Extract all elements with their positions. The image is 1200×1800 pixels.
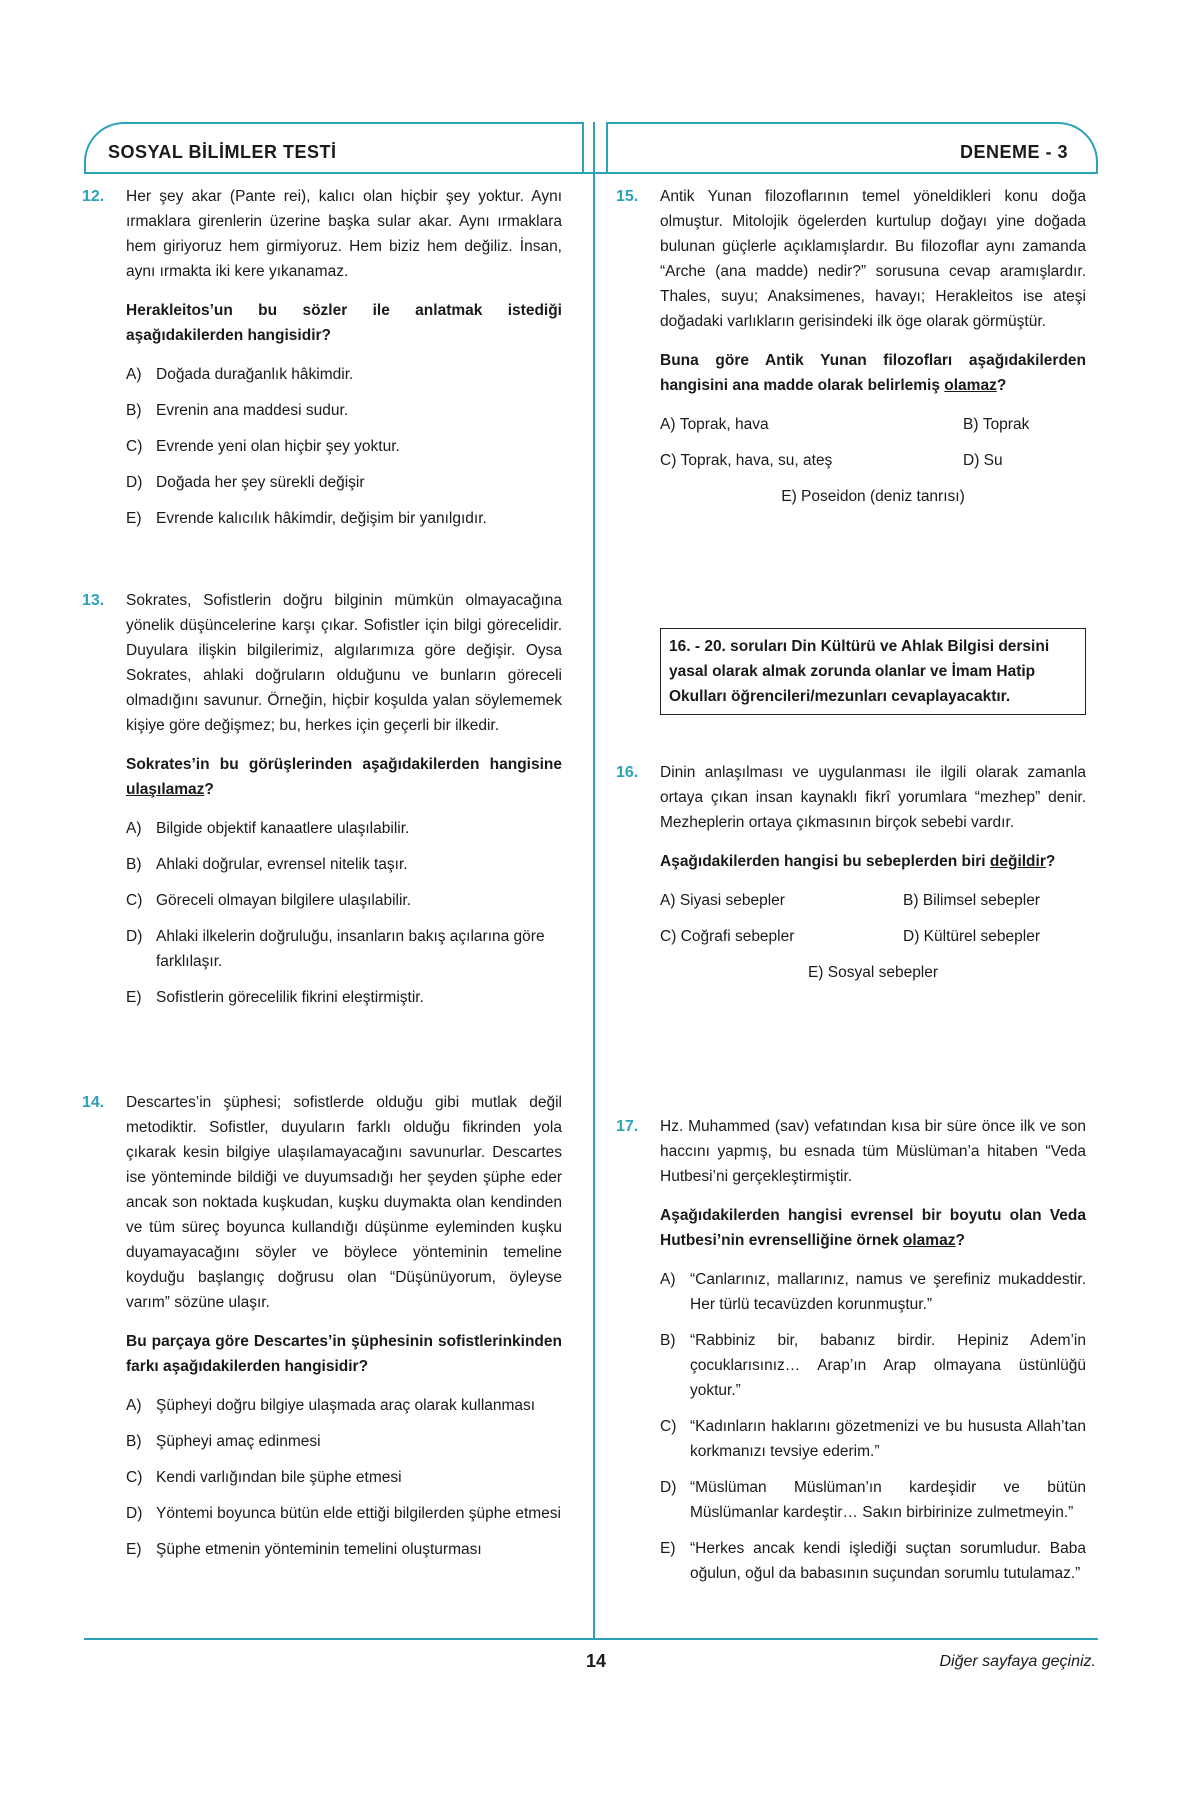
option-a[interactable]: A) Siyasi sebepler (660, 892, 785, 909)
option-a[interactable]: A) “Canlarınız, mallarınız, namus ve şerefiniz mukaddestir. Her türlü tecavüzden korunmuştur.” (660, 1271, 1086, 1313)
option-a[interactable]: A) Bilgide objektif kanaatlere ulaşılabilir. (126, 820, 410, 837)
question-stem: Her şey akar (Pante rei), kalıcı olan hiçbir şey yoktur. Aynı ırmaklara girenlerin üzerine başka sular akar. Aynı ırmaklara hem giriyoruz hem girmiyoruz. Hem biziz hem değiliz. İnsan, aynı ırmakta iki kere yıkanamaz. (126, 188, 562, 280)
option-b[interactable]: B) Evrenin ana maddesi sudur. (126, 402, 349, 419)
header-left-tab (84, 122, 584, 174)
question-12 (82, 184, 562, 542)
question-number: 17. (616, 1118, 639, 1135)
page-number: 14 (585, 1651, 607, 1671)
option-d[interactable]: D) Yöntemi boyunca bütün elde ettiği bilgilerden şüphe etmesi (126, 1505, 561, 1522)
option-d[interactable]: D) Kültürel sebepler (903, 928, 1040, 945)
question-13 (82, 588, 562, 1021)
option-e[interactable]: E) Evrende kalıcılık hâkimdir, değişim bir yanılgıdır. (126, 510, 487, 527)
question-stem: Descartes’in şüphesi; sofistlerde olduğu gibi mutlak değil metodiktir. Sofistler, duyuların farklı olduğu fikrinden yola çıkarak kesin bilgiye ulaşılamayacağını savunurlar. Descartes ise yönteminde bildiği ve duyumsadığı her şeyden şüphe eder ancak son noktada kuşkudan, kuşku duymakta olan kendinden ve tüm süreç boyunca kullandığı düşünme eyleminden kuşku duyamayacağını söyler ve böylece yönteminin temeline koyduğu başlangıç doğrusu olan “Düşünüyorum, öyleyse varım” sözüne ulaşır. (126, 1094, 562, 1311)
question-number: 14. (82, 1094, 105, 1111)
options-list (660, 1267, 1086, 1586)
option-a[interactable]: A) Doğada durağanlık hâkimdir. (126, 366, 354, 383)
option-d[interactable]: D) Doğada her şey sürekli değişir (126, 474, 365, 491)
question-14 (82, 1090, 562, 1573)
header-rule (84, 172, 1098, 174)
question-prompt: Sokrates’in bu görüşlerinden aşağıdakilerden hangisine ulaşılamaz? (126, 756, 562, 798)
question-stem: Hz. Muhammed (sav) vefatından kısa bir süre önce ilk ve son haccını yapmış, bu esnada tüm Müslüman’a hitaben “Veda Hutbesi’ni gerçekleştirmiştir. (660, 1118, 1086, 1185)
option-e[interactable]: E) “Herkes ancak kendi işlediği suçtan sorumludur. Baba oğulun, oğul da babasının suçundan sorumlu tutulamaz.” (660, 1540, 1086, 1582)
question-16 (616, 760, 1086, 985)
emphasis: olamaz (944, 377, 997, 394)
question-stem: Antik Yunan filozoflarının temel yöneldikleri konu doğa olmuştur. Mitolojik ögelerden kurtulup doğayı yine doğada bulunan güçlerle açıklamışlardır. Bu filozoflar aynı zamanda “Arche (ana madde) nedir?” sorusuna cevap aramışlardır. Thales, suyu; Anaksimenes, havayı; Herakleitos ise ateşi doğadaki varlıkların gerisindeki ilk öge olarak görmüştür. (660, 188, 1086, 330)
option-a[interactable]: A) Toprak, hava (660, 416, 769, 433)
option-d[interactable]: D) Ahlaki ilkelerin doğruluğu, insanların bakış açılarına göre farklılaşır. (126, 928, 545, 970)
option-c[interactable]: C) Toprak, hava, su, ateş (660, 452, 833, 469)
question-15 (616, 184, 1086, 509)
question-prompt: Aşağıdakilerden hangisi evrensel bir boyutu olan Veda Hutbesi’nin evrenselliğine örnek olamaz? (660, 1207, 1086, 1249)
emphasis: değildir (989, 853, 1046, 870)
option-c[interactable]: C) Evrende yeni olan hiçbir şey yoktur. (126, 438, 400, 455)
option-b[interactable]: B) Bilimsel sebepler (903, 892, 1040, 909)
question-prompt: Bu parçaya göre Descartes’in şüphesinin sofistlerinkinden farkı aşağıdakilerden hangisidir? (126, 1333, 562, 1375)
option-d[interactable]: D) Su (963, 452, 1003, 469)
question-prompt: Aşağıdakilerden hangisi bu sebeplerden biri değildir? (660, 853, 1056, 870)
question-number: 12. (82, 188, 105, 205)
header-right-tab (606, 122, 1098, 174)
exam-title: DENEME - 3 (959, 142, 1068, 162)
options-grid (660, 888, 1086, 949)
question-number: 13. (82, 592, 105, 609)
options-list (126, 1393, 562, 1562)
option-d[interactable]: D) “Müslüman Müslüman’ın kardeşidir ve bütün Müslümanlar kardeştir… Sakın birbirinize zulmetmeyin.” (660, 1479, 1086, 1521)
emphasis: olamaz (902, 1232, 956, 1249)
emphasis: ulaşılamaz (126, 781, 205, 798)
options-grid (660, 412, 1086, 473)
column-divider (593, 122, 595, 1638)
question-17 (616, 1114, 1086, 1597)
options-list (126, 816, 562, 1010)
option-e[interactable]: E) Şüphe etmenin yönteminin temelini oluşturması (126, 1541, 482, 1558)
next-page-note: Diğer sayfaya geçiniz. (939, 1653, 1096, 1670)
question-stem: Dinin anlaşılması ve uygulanması ile ilgili olarak zamanla ortaya çıkan insan kaynaklı fikrî yorumlara “mezhep” denir. Mezheplerin ortaya çıkmasının birçok sebebi vardır. (660, 764, 1086, 831)
option-b[interactable]: B) Ahlaki doğrular, evrensel nitelik taşır. (126, 856, 408, 873)
footer-rule (84, 1638, 1098, 1640)
option-a[interactable]: A) Şüpheyi doğru bilgiye ulaşmada araç olarak kullanması (126, 1397, 536, 1414)
option-c[interactable]: C) Kendi varlığından bile şüphe etmesi (126, 1469, 402, 1486)
option-e[interactable]: E) Sofistlerin görecelilik fikrini eleştirmiştir. (126, 989, 424, 1006)
section-notice: 16. - 20. soruları Din Kültürü ve Ahlak Bilgisi dersini yasal olarak almak zorunda olanlar ve İmam Hatip Okulları öğrencileri/mezunları cevaplayacaktır. (660, 628, 1086, 715)
option-e[interactable]: E) Poseidon (deniz tanrısı) (781, 488, 965, 505)
option-c[interactable]: C) Coğrafi sebepler (660, 928, 795, 945)
question-number: 15. (616, 188, 639, 205)
question-prompt: Herakleitos’un bu sözler ile anlatmak istediği aşağıdakilerden hangisidir? (126, 302, 562, 344)
question-number: 16. (616, 764, 639, 781)
test-title: SOSYAL BİLİMLER TESTİ (108, 142, 337, 162)
option-b[interactable]: B) “Rabbiniz bir, babanız birdir. Hepiniz Adem’in çocuklarısınız… Arap’ın Arap olmayana üstünlüğü yoktur.” (660, 1332, 1086, 1399)
option-c[interactable]: C) Göreceli olmayan bilgilere ulaşılabilir. (126, 892, 412, 909)
question-stem: Sokrates, Sofistlerin doğru bilginin mümkün olmayacağına yönelik düşüncelerine karşı çıkar. Sofistler için bilgi görecelidir. Duyulara ilişkin bilgilerimiz, algılarımıza göre değişir. Oysa Sokrates, ahlaki doğruların olduğunu ve bunların göreceli olmadığını savunur. Örneğin, hiçbir koşulda yalan söylememek kişiye göre değişmez; bu, herkes için geçerli bir ilkedir. (126, 592, 562, 734)
option-b[interactable]: B) Toprak (963, 416, 1030, 433)
option-b[interactable]: B) Şüpheyi amaç edinmesi (126, 1433, 321, 1450)
question-prompt: Buna göre Antik Yunan filozofları aşağıdakilerden hangisini ana madde olarak belirlemiş olamaz? (660, 352, 1086, 394)
option-e[interactable]: E) Sosyal sebepler (807, 964, 939, 981)
option-c[interactable]: C) “Kadınların haklarını gözetmenizi ve bu hususta Allah’tan korkmanızı tevsiye ederim.” (660, 1418, 1086, 1460)
options-list (126, 362, 562, 531)
